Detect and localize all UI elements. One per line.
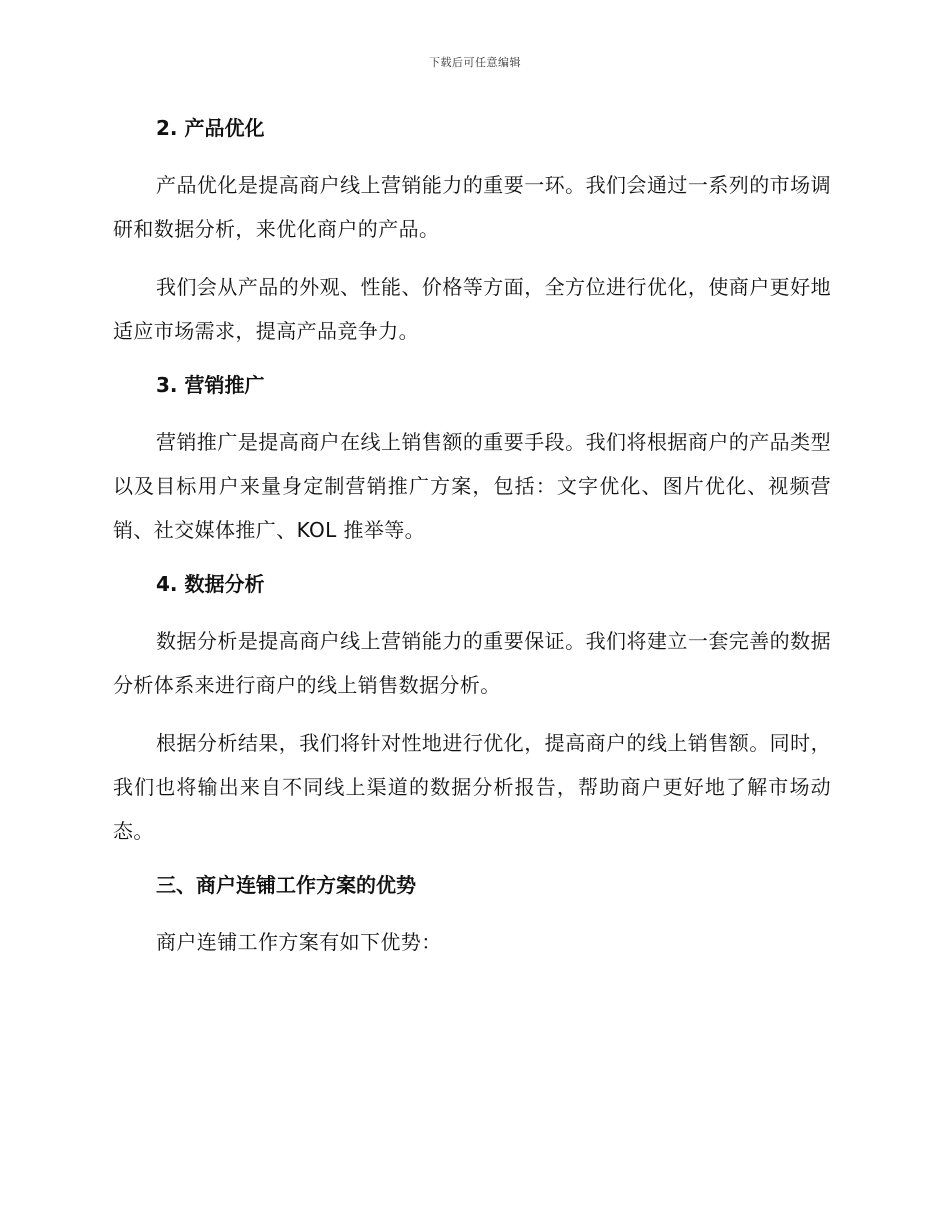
- section-heading-marketing-promotion: 3. 营销推广: [156, 373, 265, 397]
- section-heading-product-optimization: 2. 产品优化: [156, 116, 265, 140]
- paragraph: 产品优化是提高商户线上营销能力的重要一环。我们会通过一系列的市场调研和数据分析，来优化商户的产品。: [113, 173, 831, 241]
- paragraph: 营销推广是提高商户在线上销售额的重要手段。我们将根据商户的产品类型以及目标用户来量身定制营销推广方案，包括：文字优化、图片优化、视频营销、社交媒体推广、KOL 推举等。: [113, 430, 831, 542]
- paragraph: 数据分析是提高商户线上营销能力的重要保证。我们将建立一套完善的数据分析体系来进行商户的线上销售数据分析。: [113, 629, 831, 697]
- paragraph: 商户连铺工作方案有如下优势：: [156, 930, 442, 954]
- section-heading-advantages: 三、商户连铺工作方案的优势: [156, 873, 416, 897]
- section-heading-data-analysis: 4. 数据分析: [156, 572, 265, 596]
- paragraph: 根据分析结果，我们将针对性地进行优化，提高商户的线上销售额。同时，我们也将输出来自不同线上渠道的数据分析报告，帮助商户更好地了解市场动态。: [113, 731, 831, 843]
- document-body: [113, 110, 831, 978]
- paragraph: 我们会从产品的外观、性能、价格等方面，全方位进行优化，使商户更好地适应市场需求，提高产品竞争力。: [113, 275, 831, 343]
- page-header: 下载后可任意编辑: [429, 56, 521, 69]
